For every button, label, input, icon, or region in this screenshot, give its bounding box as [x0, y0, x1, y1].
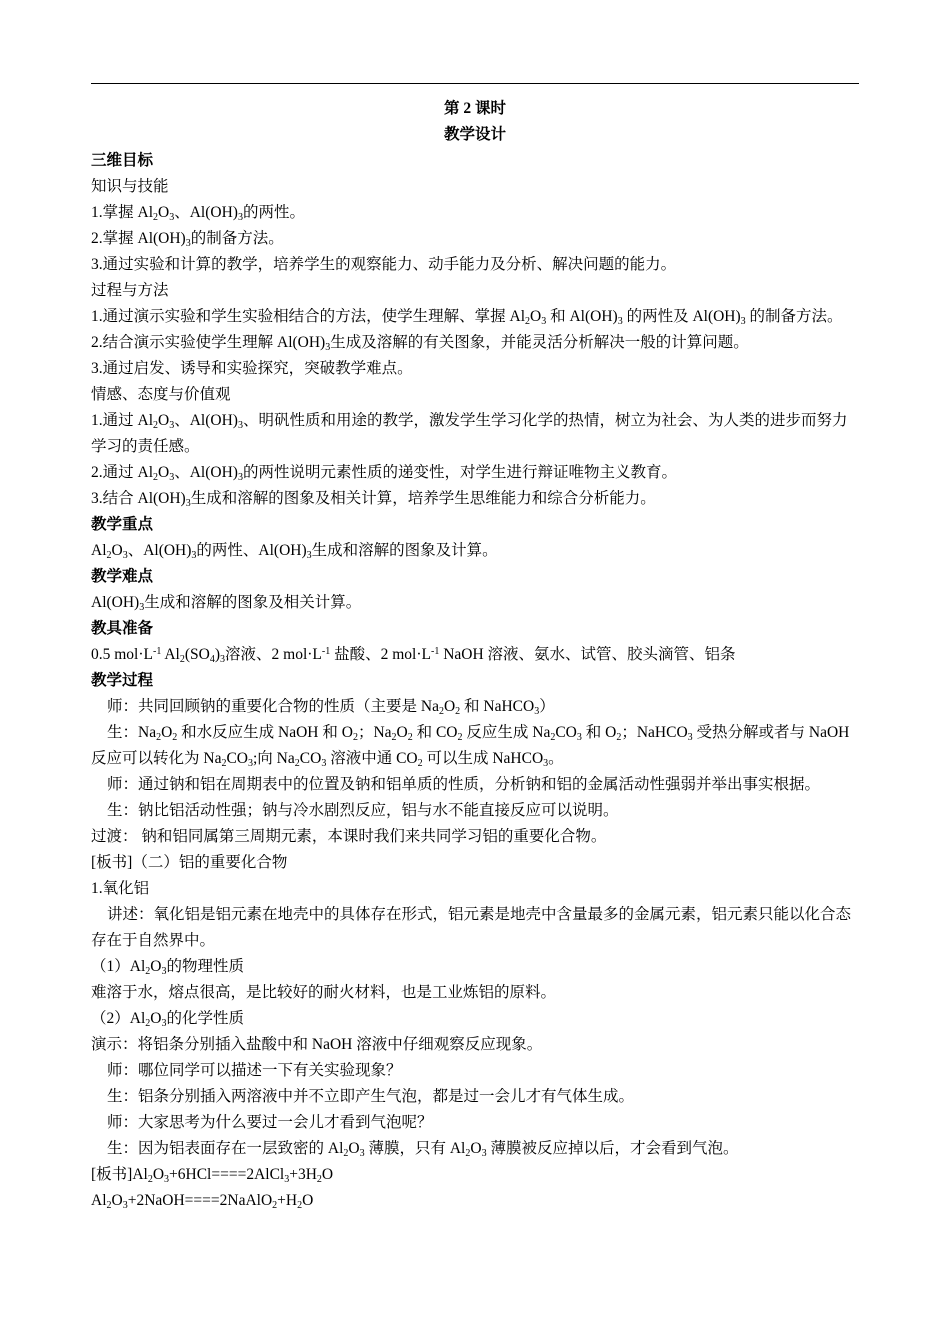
equation-1: [板书]$Al_2O_3+6HCl====2AlCl_3+3H_2O$	[91, 1166, 334, 1185]
key-points-text: $Al_2O_3$、$Al(OH)_3$的两性、$Al(OH)_3$生成和溶解的图象及计算。	[91, 542, 498, 561]
process-item-3: 3.通过启发、诱导和实验探究，突破教学难点。	[91, 360, 413, 377]
transition-line: 过渡： 钠和铝同属第三周期元素，本课时我们来共同学习铝的重要化合物。	[91, 828, 607, 845]
header-rule	[91, 83, 859, 84]
document-subtitle: 教学设计	[443, 126, 506, 143]
board-heading: [板书]（二）铝的重要化合物	[91, 854, 288, 871]
section-goals: 三维目标	[91, 152, 154, 169]
equation-2: $Al_2O_3+2NaOH====2NaAlO_2+H_2O$	[91, 1192, 314, 1211]
subsection-process: 过程与方法	[91, 282, 169, 299]
document-body	[91, 96, 859, 1214]
process-item-1: 1.通过演示实验和学生实验相结合的方法，使学生理解、掌握 $Al_2O_3$ 和 $Al(OH)_3$ 的两性及 $Al(OH)_3$ 的制备方法。	[91, 308, 843, 327]
subsection-emotion: 情感、态度与价值观	[91, 386, 231, 403]
knowledge-item-1: 1.掌握 $Al_2O_3$、$Al(OH)_3$的两性。	[91, 204, 305, 223]
student-line-1: 生：$Na_2O_2$ 和水反应生成 NaOH 和 $O_2$；$Na_2O_2$ 和 $CO_2$ 反应生成 $Na_2CO_3$ 和 $O_2$；NaHCO$_3$ 受热分解或者与 NaOH 反应可以转化为 $Na_2CO_3$;向 $Na_2CO_3$ 溶液中通 $CO_2$ 可以生成 NaHCO$_3$。	[91, 724, 850, 769]
section-procedure: 教学过程	[91, 672, 154, 689]
student-line-4: 生：因为铝表面存在一层致密的 $Al_2O_3$ 薄膜，只有 $Al_2O_3$ 薄膜被反应掉以后，才会看到气泡。	[107, 1140, 739, 1159]
difficulties-text: $Al(OH)_3$生成和溶解的图象及相关计算。	[91, 594, 362, 613]
chemical-properties-heading: $(2)Al_2O_3$的化学性质	[91, 1010, 244, 1029]
section-key-points: 教学重点	[91, 516, 154, 533]
subsection-knowledge: 知识与技能	[91, 178, 169, 195]
heading-aluminum-oxide: 1.氧化铝	[91, 880, 150, 897]
physical-properties-text: 难溶于水，熔点很高，是比较好的耐火材料，也是工业炼铝的原料。	[91, 984, 557, 1001]
demo-line: 演示：将铝条分别插入盐酸中和 NaOH 溶液中仔细观察反应现象。	[91, 1036, 543, 1053]
student-line-2: 生：钠比铝活动性强；钠与冷水剧烈反应，铝与水不能直接反应可以说明。	[107, 802, 619, 819]
lesson-title: 第 2 课时	[443, 100, 506, 117]
student-line-3: 生：铝条分别插入两溶液中并不立即产生气泡，都是过一会儿才有气体生成。	[107, 1088, 635, 1105]
teacher-line-4: 师：大家思考为什么要过一会儿才看到气泡呢？	[107, 1114, 433, 1131]
process-item-2: 2.结合演示实验使学生理解 $Al(OH)_3$生成及溶解的有关图象，并能灵活分析解决一般的计算问题。	[91, 334, 749, 353]
emotion-item-2: 2.通过 $Al_2O_3$、$Al(OH)_3$的两性说明元素性质的递变性，对学生进行辩证唯物主义教育。	[91, 464, 677, 483]
physical-properties-heading: $(1)Al_2O_3$的物理性质	[91, 958, 244, 977]
section-difficulties: 教学难点	[91, 568, 154, 585]
emotion-item-1: 1.通过 $Al_2O_3$、$Al(OH)_3$、明矾性质和用途的教学，激发学生学习化学的热情，树立为社会、为人类的进步而努力学习的责任感。	[91, 412, 848, 455]
knowledge-item-3: 3.通过实验和计算的教学，培养学生的观察能力、动手能力及分析、解决问题的能力。	[91, 256, 677, 273]
section-materials: 教具准备	[91, 620, 154, 637]
knowledge-item-2: 2.掌握 $Al(OH)_3$的制备方法。	[91, 230, 284, 249]
teacher-line-1: 师：共同回顾钠的重要化合物的性质（主要是 $Na_2O_2$ 和 NaHCO$_3$）	[107, 698, 555, 717]
lecture-paragraph: 讲述：氧化铝是铝元素在地壳中的具体存在形式，铝元素是地壳中含量最多的金属元素，铝元素只能以化合态存在于自然界中。	[91, 906, 852, 949]
emotion-item-3: 3.结合 $Al(OH)_3$生成和溶解的图象及相关计算，培养学生思维能力和综合分析能力。	[91, 490, 656, 509]
teacher-line-3: 师：哪位同学可以描述一下有关实验现象？	[107, 1062, 402, 1079]
teacher-line-2: 师：通过钠和铝在周期表中的位置及钠和铝单质的性质，分析钠和铝的金属活动性强弱并举出事实根据。	[107, 776, 821, 793]
materials-text: 0.5 $mol\cdot L^{-1}$ $Al_2(SO_4)_3$溶液、2 $mol\cdot L^{-1}$ 盐酸、2 $mol\cdot L^{-1}$ NaOH 溶液、氨水、试管、胶头滴管、铝条	[91, 646, 736, 665]
